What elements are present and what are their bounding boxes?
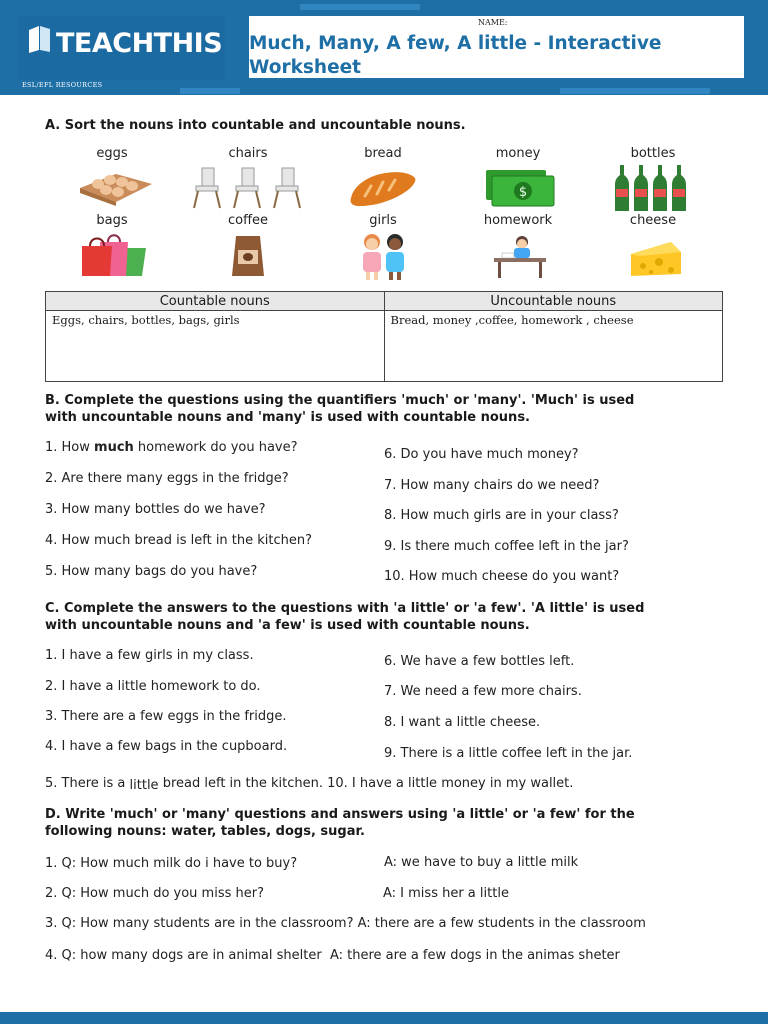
answer-c-2[interactable]: 2. I have a little homework to do.	[45, 679, 261, 694]
section-d-heading-line: D. Write 'much' or 'many' questions and answers using 'a little' or 'a few' for the	[45, 807, 635, 822]
question-text: 1. How	[45, 440, 95, 455]
countable-header: Countable nouns	[46, 292, 385, 311]
noun-label: bottles	[630, 146, 676, 161]
answer-d-4: A: there are a few dogs in the animas sheter	[329, 948, 620, 963]
question-text: 4. Q: how many dogs are in animal shelter	[45, 948, 322, 963]
question-b-3[interactable]: 3. How many bottles do we have?	[45, 502, 266, 517]
decor-stripe	[560, 88, 710, 94]
answer-c-4[interactable]: 4. I have a few bags in the cupboard.	[45, 739, 288, 754]
cheese-icon	[629, 240, 683, 278]
title-box	[249, 16, 744, 78]
girls-icon	[358, 232, 410, 280]
sort-table	[45, 291, 723, 382]
homework-icon	[492, 234, 548, 278]
answer-c-1[interactable]: 1. I have a few girls in my class.	[45, 648, 254, 663]
section-d-heading-line: following nouns: water, tables, dogs, sugar.	[45, 824, 365, 839]
answer-text: 5. There is a	[45, 776, 126, 791]
section-c-heading-line: C. Complete the answers to the questions with 'a little' or 'a few'. 'A little' is used	[45, 601, 645, 616]
footer-bar	[0, 1012, 768, 1024]
question-d-2[interactable]: 2. Q: How much do you miss her?	[45, 886, 264, 901]
chairs-icon	[188, 166, 308, 210]
noun-label: cheese	[629, 213, 677, 228]
logo	[18, 16, 225, 80]
answer-c-6[interactable]: 6. We have a few bottles left.	[384, 654, 575, 669]
noun-label: homework	[483, 213, 553, 228]
section-b-heading	[45, 392, 634, 426]
question-d-3[interactable]	[45, 916, 646, 931]
answer-d-2[interactable]: A: I miss her a little	[383, 886, 509, 901]
uncountable-header: Uncountable nouns	[384, 292, 723, 311]
section-c-heading-line: with uncountable nouns and 'a few' is used with countable nouns.	[45, 618, 530, 633]
question-b-4[interactable]: 4. How much bread is left in the kitchen?	[45, 533, 313, 548]
noun-label: money	[495, 146, 541, 161]
answer-c-5-and-10[interactable]	[45, 776, 573, 791]
answer-c-9[interactable]: 9. There is a little coffee left in the jar.	[384, 746, 633, 761]
section-d-heading	[45, 806, 635, 840]
question-b-1[interactable]	[45, 440, 298, 455]
noun-label: eggs	[96, 146, 128, 161]
noun-label: bags	[96, 213, 128, 228]
section-c-heading	[45, 600, 644, 634]
noun-label: chairs	[228, 146, 268, 161]
brand-name: TEACHTHIS	[56, 28, 223, 59]
answer-d-3: A: there are a few students in the classroom	[357, 916, 646, 931]
decor-stripe	[180, 88, 240, 94]
decor-stripe	[300, 4, 420, 10]
question-b-6[interactable]: 6. Do you have much money?	[384, 447, 579, 462]
countable-answer-field[interactable]: Eggs, chairs, bottles, bags, girls	[46, 311, 385, 382]
question-text: homework do you have?	[133, 440, 298, 455]
answer-text: bread left in the kitchen. 10. I have a little money in my wallet.	[162, 776, 574, 791]
question-b-9[interactable]: 9. Is there much coffee left in the jar?	[384, 539, 629, 554]
question-text: 3. Q: How many students are in the classroom?	[45, 916, 354, 931]
section-b-heading-line: B. Complete the questions using the quantifiers 'much' or 'many'. 'Much' is used	[45, 393, 635, 408]
answer-d-1[interactable]: A: we have to buy a little milk	[384, 855, 579, 870]
section-b-heading-line: with uncountable nouns and 'many' is used with countable nouns.	[45, 410, 530, 425]
answer-text: much	[94, 440, 134, 455]
eggs-icon	[76, 166, 154, 206]
book-icon	[26, 24, 52, 54]
bottles-icon	[614, 163, 690, 213]
svg-text:$: $	[518, 185, 528, 200]
header-banner	[0, 0, 768, 95]
answer-c-3[interactable]: 3. There are a few eggs in the fridge.	[45, 709, 287, 724]
answer-text: little	[129, 778, 159, 793]
question-d-4[interactable]	[45, 948, 620, 963]
answer-c-8[interactable]: 8. I want a little cheese.	[384, 715, 541, 730]
question-b-10[interactable]: 10. How much cheese do you want?	[384, 569, 620, 584]
name-label: NAME:	[478, 18, 508, 27]
question-b-8[interactable]: 8. How much girls are in your class?	[384, 508, 619, 523]
question-b-2[interactable]: 2. Are there many eggs in the fridge?	[45, 471, 289, 486]
uncountable-answer-field[interactable]: Bread, money ,coffee, homework , cheese	[384, 311, 723, 382]
question-d-1[interactable]: 1. Q: How much milk do i have to buy?	[45, 856, 298, 871]
section-a-heading: A. Sort the nouns into countable and uncountable nouns.	[45, 118, 466, 133]
bags-icon	[80, 234, 150, 278]
noun-label: girls	[369, 213, 397, 228]
page-title: Much, Many, A few, A little - Interactive Worksheet	[249, 33, 662, 78]
noun-label: coffee	[227, 213, 269, 228]
coffee-icon	[230, 234, 266, 278]
money-icon	[484, 168, 556, 208]
tagline: ESL/EFL RESOURCES	[22, 81, 103, 89]
bread-icon	[347, 168, 419, 208]
noun-label: bread	[364, 146, 402, 161]
question-b-5[interactable]: 5. How many bags do you have?	[45, 564, 258, 579]
answer-c-7[interactable]: 7. We need a few more chairs.	[384, 684, 582, 699]
question-b-7[interactable]: 7. How many chairs do we need?	[384, 478, 600, 493]
